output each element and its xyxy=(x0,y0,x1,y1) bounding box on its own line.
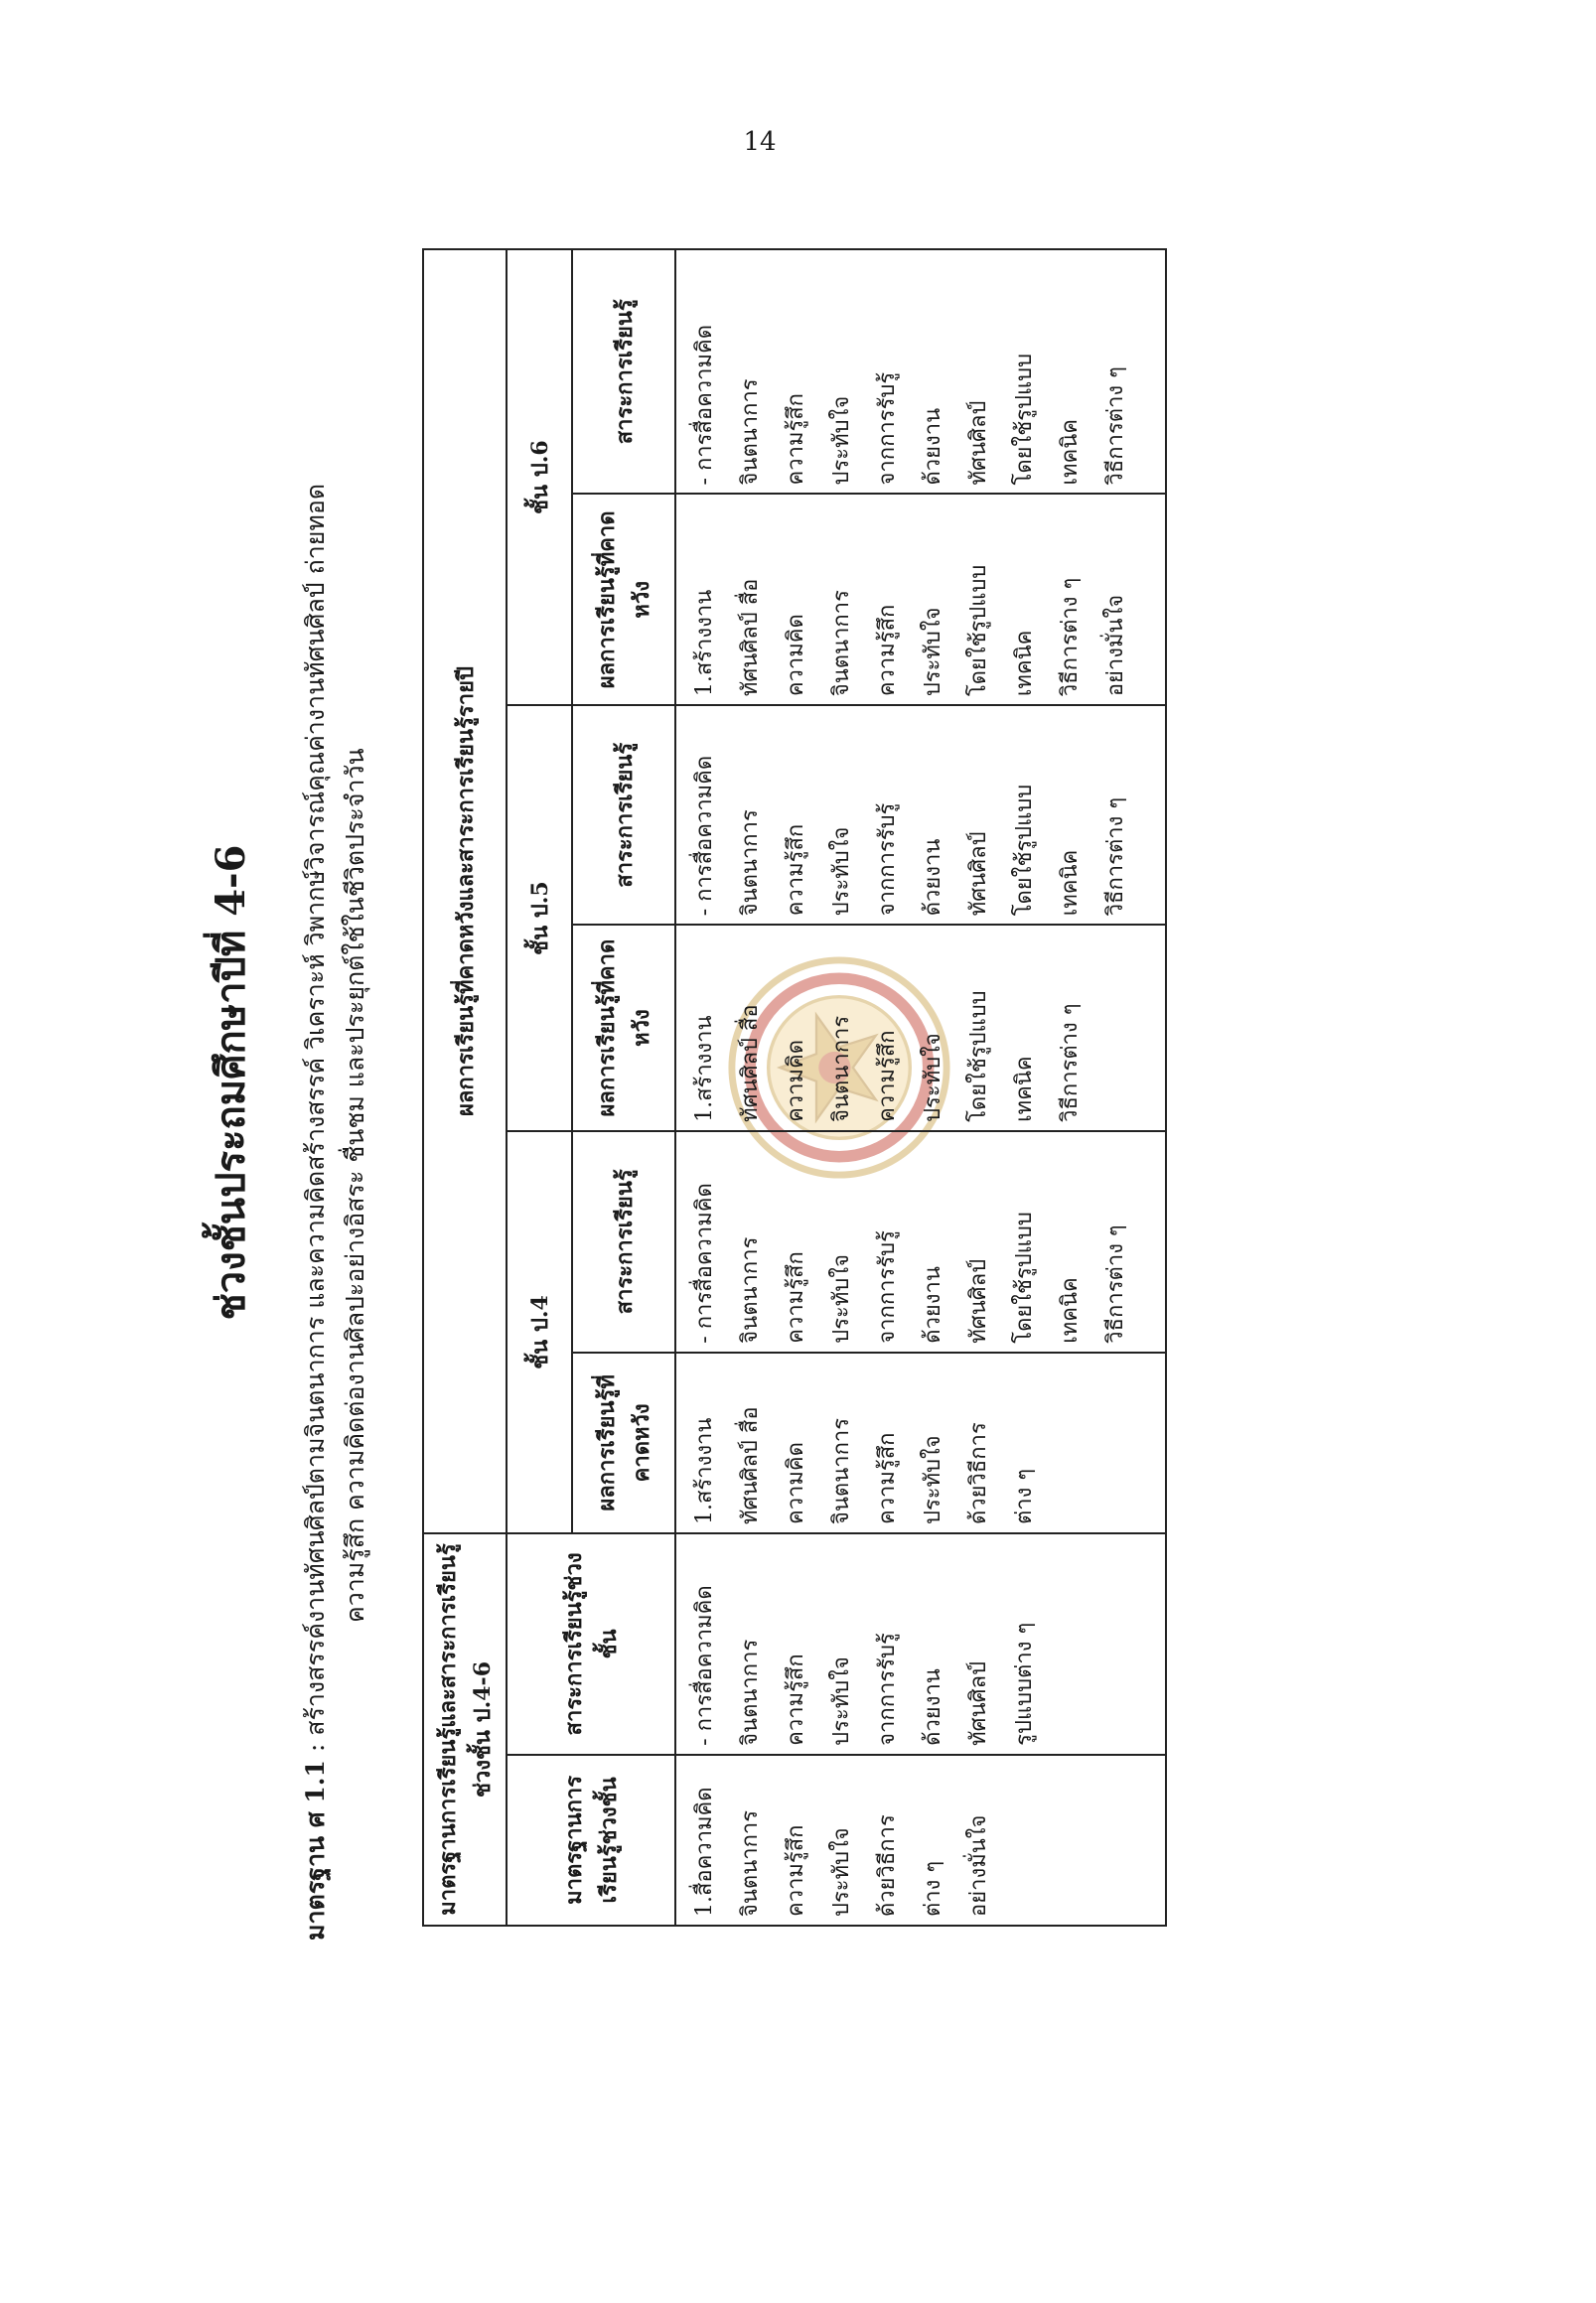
cell-line: ความรู้สึก xyxy=(875,1432,900,1525)
cell-line: จินตนาการ xyxy=(738,809,763,917)
cell-line: ทัศนศิลป์ xyxy=(966,1660,991,1746)
cell-line: จากการรับรู้ xyxy=(875,1633,900,1746)
cell-line: ต่าง ๆ xyxy=(1012,1468,1037,1525)
cell-line: จินตนาการ xyxy=(738,1809,763,1917)
header-group-left-label: มาตรฐานการเรียนรู้และสาระการเรียนรู้ xyxy=(435,1543,461,1916)
cell-line: - การสื่อความคิด xyxy=(692,1183,717,1344)
header-p4-content: สาระการเรียนรู้ xyxy=(572,1131,675,1353)
header-p5-outcome: ผลการเรียนรู้ที่คาดหวัง xyxy=(572,925,675,1131)
cell-line: 1.สร้างงาน xyxy=(692,1417,717,1525)
rotated-page-content xyxy=(179,218,1212,1946)
cell-line: จินตนาการ xyxy=(738,1236,763,1344)
cell-line: ประทับใจ xyxy=(829,1827,854,1917)
cell-line: ทัศนศิลป์ สื่อ xyxy=(738,1004,763,1122)
cell-line: จินตนาการ xyxy=(738,378,763,486)
header-p6-content: สาระการเรียนรู้ xyxy=(572,249,675,494)
cell-line: วิธีการต่าง ๆ xyxy=(1058,577,1083,697)
cell-line: ความรู้สึก xyxy=(784,392,808,486)
cell-line: ประทับใจ xyxy=(921,607,945,697)
cell-p4-outcome xyxy=(675,1353,1166,1533)
cell-line: ด้วยวิธีการ xyxy=(875,1814,900,1917)
page-title: ช่วงชั้นประถมศึกษาปีที่ 4-6 xyxy=(208,844,254,1321)
page-number: 14 xyxy=(743,127,777,157)
cell-line: ทัศนศิลป์ สื่อ xyxy=(738,578,763,697)
cell-line: ความรู้สึก xyxy=(784,1251,808,1344)
header-p5-content: สาระการเรียนรู้ xyxy=(572,705,675,925)
cell-line: วิธีการต่าง ๆ xyxy=(1103,796,1128,917)
cell-line: วิธีการต่าง ๆ xyxy=(1103,1224,1128,1344)
cell-line: จากการรับรู้ xyxy=(875,371,900,486)
header-group-left-sub: ช่วงชั้น ป.4-6 xyxy=(470,1661,496,1799)
cell-line: - การสื่อความคิด xyxy=(692,324,717,486)
header-grade-p6: ชั้น ป.6 xyxy=(507,249,572,705)
cell-line: เทคนิค xyxy=(1058,418,1083,486)
cell-line: จินตนาการ xyxy=(738,1639,763,1746)
cell-line: ด้วยงาน xyxy=(921,1668,945,1746)
standard-label: มาตรฐาน ศ 1.1 xyxy=(301,1760,330,1941)
cell-line: ด้วยวิธีการ xyxy=(966,1422,991,1525)
header-group-left xyxy=(423,1533,507,1926)
header-row-group xyxy=(423,249,507,1926)
cell-line: เทคนิค xyxy=(1012,1056,1037,1122)
standard-line-1: : สร้างสรรค์งานทัศนศิลป์ตามจินตนาการ และความคิดสร้างสรรค์ วิเคราะห์ วิพากษ์วิจารณ์คุณค่างานทัศนศิลป์ ถ่ายทอด xyxy=(301,483,330,1761)
cell-line: ความคิด xyxy=(784,614,808,697)
cell-line: ความรู้สึก xyxy=(875,1030,900,1122)
curriculum-table xyxy=(422,248,1167,1927)
cell-line: โดยใช้รูปแบบ xyxy=(966,564,991,697)
cell-p6-outcome xyxy=(675,494,1166,705)
standard-statement xyxy=(296,222,375,1941)
cell-line: เทคนิค xyxy=(1012,630,1037,697)
cell-content-range xyxy=(675,1533,1166,1755)
cell-line: จินตนาการ xyxy=(829,590,854,697)
cell-line: 1.สื่อความคิด xyxy=(692,1787,717,1917)
cell-line: อย่างมั่นใจ xyxy=(966,1814,991,1917)
header-content-range: สาระการเรียนรู้ช่วงชั้น xyxy=(507,1533,675,1755)
header-p4-outcome: ผลการเรียนรู้ที่คาดหวัง xyxy=(572,1353,675,1533)
cell-line: โดยใช้รูปแบบ xyxy=(1012,353,1037,486)
cell-line: ประทับใจ xyxy=(921,1033,945,1122)
cell-line: - การสื่อความคิด xyxy=(692,755,717,917)
cell-line: ความคิด xyxy=(784,1442,808,1525)
standard-line-2: ความรู้สึก ความคิดต่องานศิลปะอย่างอิสระ ชื่นชม และประยุกต์ใช้ในชีวิตประจำวัน xyxy=(341,748,369,1623)
cell-p5-outcome xyxy=(675,925,1166,1131)
cell-line: โดยใช้รูปแบบ xyxy=(1012,1212,1037,1344)
cell-line: วิธีการต่าง ๆ xyxy=(1103,366,1128,486)
cell-line: ด้วยงาน xyxy=(921,838,945,917)
cell-line: จากการรับรู้ xyxy=(875,802,900,917)
header-standard: มาตรฐานการเรียนรู้ช่วงชั้น xyxy=(507,1755,675,1926)
cell-line: 1.สร้างงาน xyxy=(692,589,717,697)
cell-line: โดยใช้รูปแบบ xyxy=(1012,784,1037,917)
cell-p6-content xyxy=(675,249,1166,494)
cell-line: ต่าง ๆ xyxy=(921,1860,945,1917)
cell-line: เทคนิค xyxy=(1058,1277,1083,1344)
cell-line: ประทับใจ xyxy=(829,395,854,486)
cell-p5-content xyxy=(675,705,1166,925)
cell-line: ทัศนศิลป์ xyxy=(966,1258,991,1344)
cell-line: ประทับใจ xyxy=(921,1435,945,1525)
cell-line: ด้วยงาน xyxy=(921,407,945,486)
cell-line: ความรู้สึก xyxy=(784,1654,808,1746)
cell-line: รูปแบบต่าง ๆ xyxy=(1012,1622,1037,1746)
cell-p4-content xyxy=(675,1131,1166,1353)
cell-line: ประทับใจ xyxy=(829,1656,854,1746)
cell-line: ทัศนศิลป์ สื่อ xyxy=(738,1406,763,1525)
cell-line: - การสื่อความคิด xyxy=(692,1585,717,1746)
cell-line: จินตนาการ xyxy=(829,1015,854,1122)
cell-line: ด้วยงาน xyxy=(921,1266,945,1344)
cell-line: ประทับใจ xyxy=(829,1254,854,1344)
header-grade-p4: ชั้น ป.4 xyxy=(507,1131,572,1533)
cell-line: โดยใช้รูปแบบ xyxy=(966,990,991,1122)
cell-line: ความรู้สึก xyxy=(784,823,808,917)
cell-line: ทัศนศิลป์ xyxy=(966,400,991,486)
cell-line: เทคนิค xyxy=(1058,849,1083,917)
cell-standard xyxy=(675,1755,1166,1926)
cell-line: ทัศนศิลป์ xyxy=(966,831,991,917)
header-p6-outcome: ผลการเรียนรู้ที่คาดหวัง xyxy=(572,494,675,705)
cell-line: วิธีการต่าง ๆ xyxy=(1058,1003,1083,1122)
cell-line: อย่างมั่นใจ xyxy=(1103,594,1128,697)
header-row-grades xyxy=(507,249,572,1926)
cell-line: 1.สร้างงาน xyxy=(692,1015,717,1122)
cell-line: ความคิด xyxy=(784,1039,808,1122)
cell-line: จากการรับรู้ xyxy=(875,1230,900,1344)
cell-line: ความรู้สึก xyxy=(875,604,900,697)
header-group-right: ผลการเรียนรู้ที่คาดหวังและสาระการเรียนรู้รายปี xyxy=(423,249,507,1533)
header-grade-p5: ชั้น ป.5 xyxy=(507,705,572,1131)
table-row xyxy=(675,249,1166,1926)
cell-line: ประทับใจ xyxy=(829,826,854,917)
cell-line: จินตนาการ xyxy=(829,1417,854,1525)
cell-line: ความรู้สึก xyxy=(784,1824,808,1917)
